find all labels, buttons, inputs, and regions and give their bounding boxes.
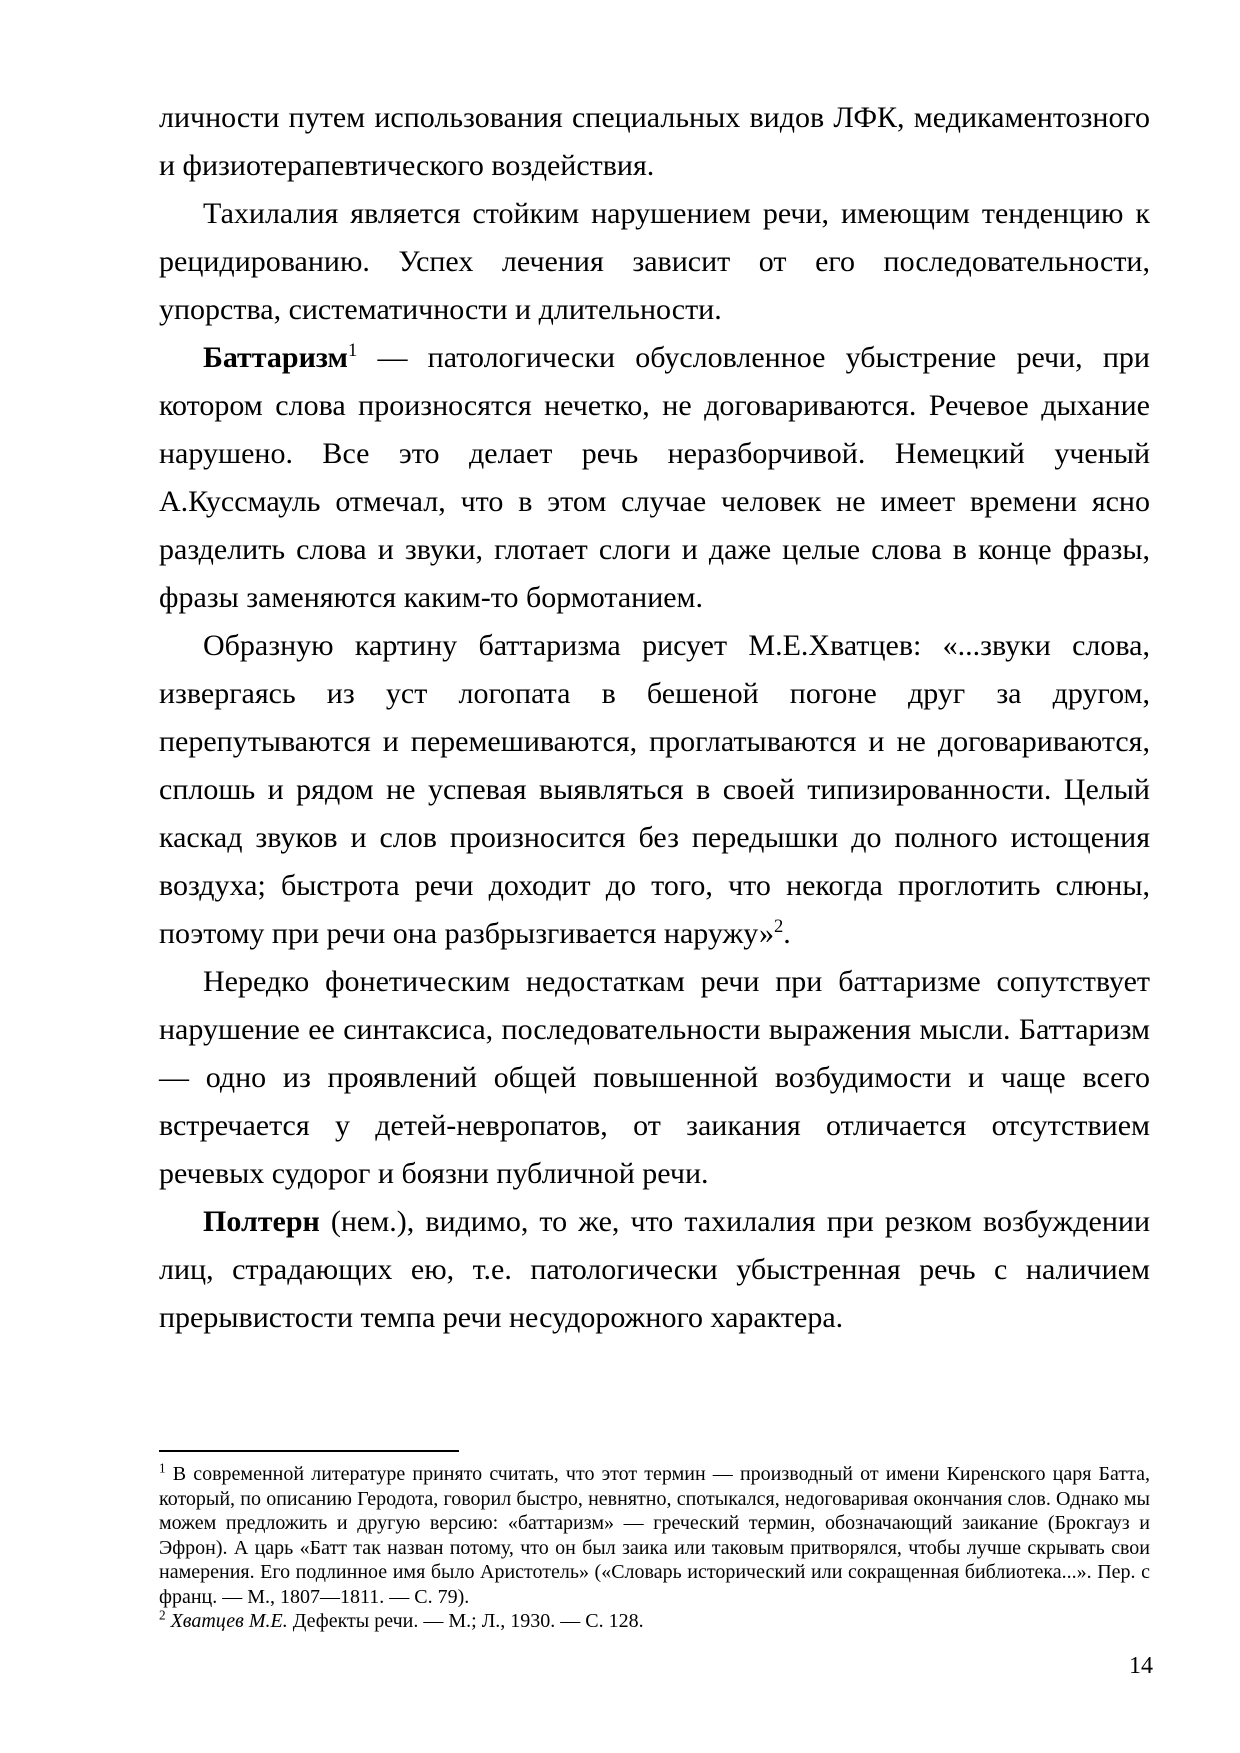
footnote-2-author: Хватцев М.Е. xyxy=(170,1610,288,1632)
paragraph-text: (нем.), видимо, то же, что тахилалия при резком возбуждении лиц, страдающих ею, т.е. патологически убыстренная речь с наличием прерывистости темпа речи несудорожного характера. xyxy=(159,1205,1150,1334)
paragraph-poltern xyxy=(159,1198,1150,1342)
footnote-1 xyxy=(159,1462,1150,1609)
paragraph-khvattsev-quote xyxy=(159,622,1150,958)
footnotes-section xyxy=(159,1438,1150,1634)
footnote-reference-1: 1 xyxy=(347,340,358,361)
footnote-2-marker: 2 xyxy=(159,1607,166,1623)
paragraph-text: Тахилалия является стойким нарушением речи, имеющим тенденцию к рецидированию. Успех лечения зависит от его последовательности, упорства, систематичности и длительности. xyxy=(159,197,1150,326)
paragraph-text: Образную картину баттаризма рисует М.Е.Хватцев: «...звуки слова, извергаясь из уст логопата в бешеной погоне друг за другом, перепутываются и перемешиваются, проглатываются и не договариваются, сплошь и рядом не успевая выявляться в своей типизированности. Целый каскад звуков и слов произносится без передышки до полного истощения воздуха; быстрота речи доходит до того, что некогда проглотить слюны, поэтому при речи она разбрызгивается наружу» xyxy=(159,629,1150,950)
footnote-2-text: Дефекты речи. — М.; Л., 1930. — С. 128. xyxy=(292,1610,644,1632)
footnote-1-marker: 1 xyxy=(159,1460,166,1476)
paragraph-tachylalia xyxy=(159,190,1150,334)
term-battarism: Баттаризм xyxy=(203,341,348,374)
paragraph-text: личности путем использования специальных видов ЛФК, медикаментозного и физиотерапевтического воздействия. xyxy=(159,101,1150,182)
paragraph-text: — патологически обусловленное убыстрение речи, при котором слова произносятся нечетко, не договариваются. Речевое дыхание нарушено. Все это делает речь неразборчивой. Немецкий ученый А.Куссмауль отмечал, что в этом случае человек не имеет времени ясно разделить слова и звуки, глотает слоги и даже целые слова в конце фразы, фразы заменяются каким-то бормотанием. xyxy=(159,341,1150,614)
paragraph-battarism xyxy=(159,334,1150,622)
footnote-reference-2: 2 xyxy=(773,916,784,937)
paragraph-text: Нередко фонетическим недостаткам речи при баттаризме сопутствует нарушение ее синтаксиса, последовательности выражения мысли. Баттаризм — одно из проявлений общей повышенной возбудимости и чаще всего встречается у детей-невропатов, от заикания отличается отсутствием речевых судорог и боязни публичной речи. xyxy=(159,965,1150,1190)
paragraph-continuation xyxy=(159,94,1150,190)
body-text xyxy=(159,94,1150,1342)
page-number: 14 xyxy=(1129,1653,1153,1679)
footnote-1-text: В современной литературе принято считать, что этот термин — производный от имени Киренского царя Батта, который, по описанию Геродота, говорил быстро, невнятно, спотыкался, недоговаривая окончания слов. Однако мы можем предложить и другую версию: «баттаризм» — греческий термин, обозначающий заикание (Брокгауз и Эфрон). А царь «Батт так назван потому, что он был заика или таковым притворялся, чтобы лучше скрывать свои намерения. Его подлинное имя было Аристотель» («Словарь исторический или сокращенная библиотека...». Пер. с франц. — М., 1807—1811. — С. 79). xyxy=(159,1463,1150,1608)
footnote-separator xyxy=(159,1450,459,1452)
term-poltern: Полтерн xyxy=(203,1205,320,1238)
footnote-2 xyxy=(159,1609,1150,1634)
paragraph-text: . xyxy=(783,917,791,950)
paragraph-syntax xyxy=(159,958,1150,1198)
